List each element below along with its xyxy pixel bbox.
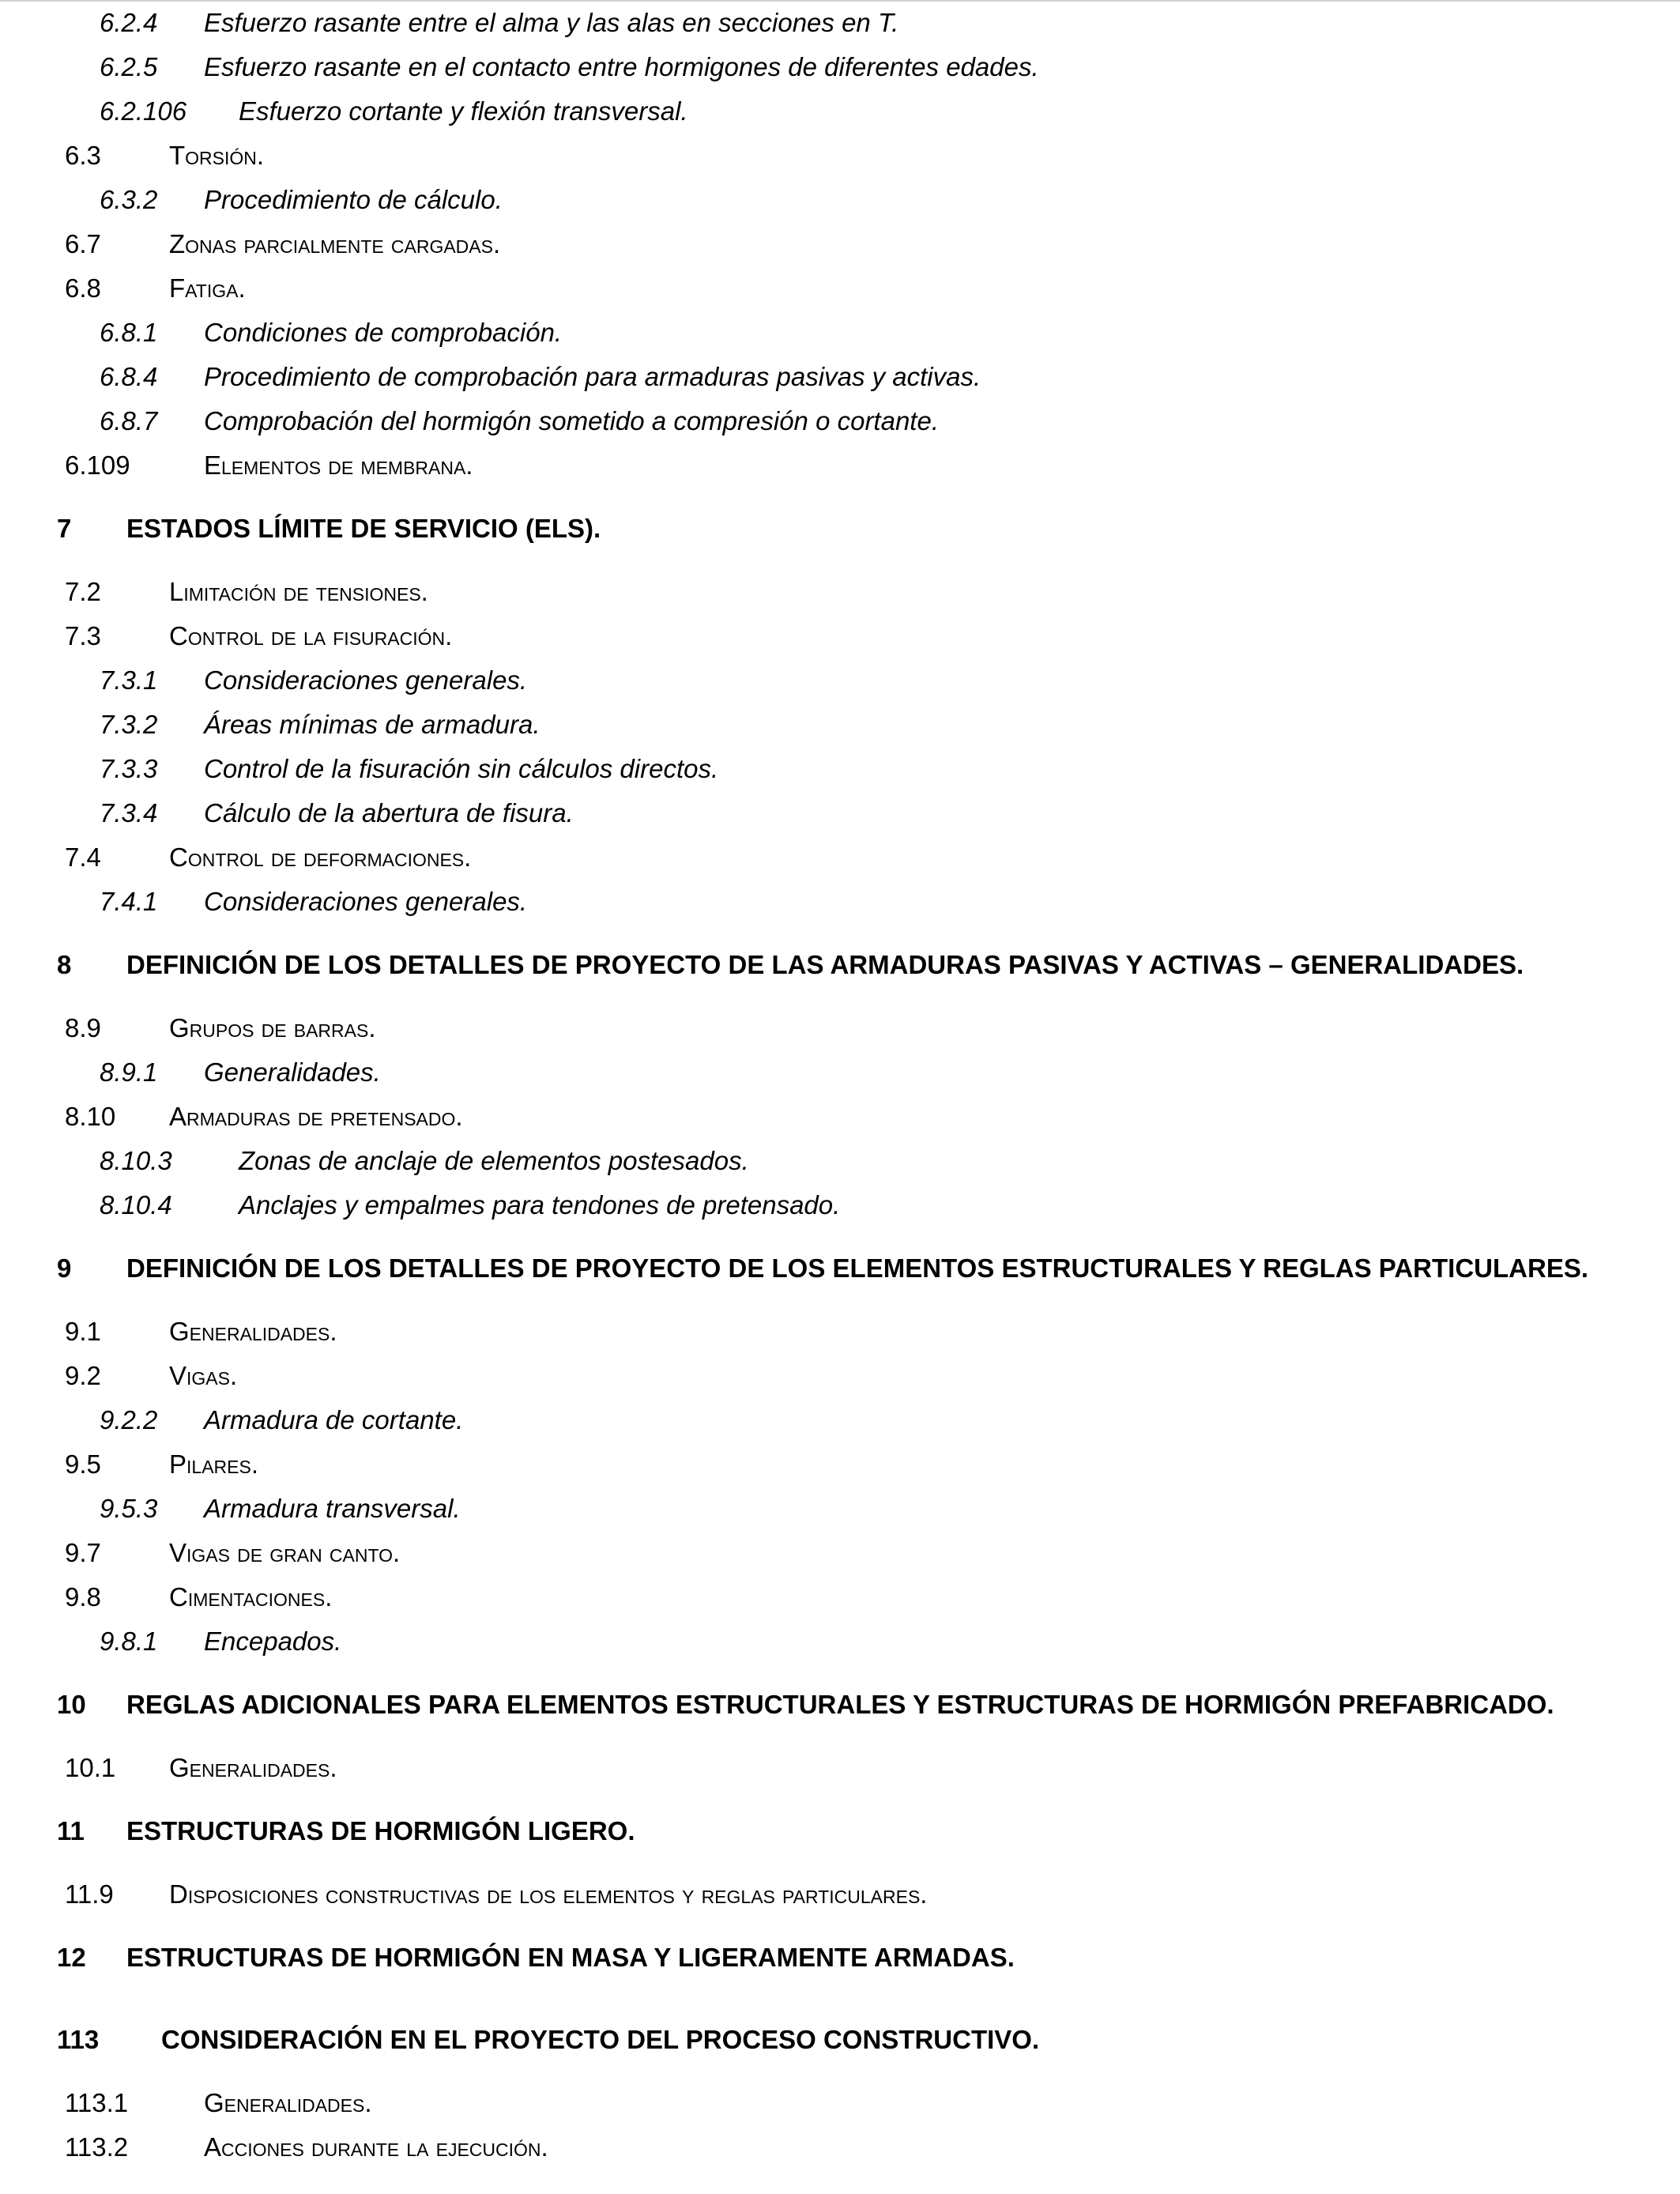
toc-entry-number: 6.2.5: [100, 52, 158, 81]
toc-entry-title: Vigas.: [169, 1361, 238, 1390]
toc-entry-title: Control de la fisuración.: [169, 621, 453, 650]
toc-entry-title: Áreas mínimas de armadura.: [204, 710, 541, 739]
toc-entry-title: Generalidades.: [204, 1057, 381, 1087]
toc-entry-number: 7.3: [65, 621, 101, 650]
toc-entry-title: Limitación de tensiones.: [169, 577, 428, 606]
toc-entry-title: Consideraciones generales.: [204, 665, 528, 695]
toc-entry-number: 12: [57, 1943, 86, 1972]
toc-entry-title: ESTRUCTURAS DE HORMIGÓN EN MASA Y LIGERAMENTE ARMADAS.: [126, 1943, 1015, 1972]
toc-entry-number: 6.3.2: [100, 185, 158, 214]
toc-entry-number: 8: [57, 950, 72, 979]
toc-entry-title: Cálculo de la abertura de fisura.: [204, 798, 574, 827]
toc-entry-title: Zonas de anclaje de elementos postesados.: [239, 1146, 749, 1175]
toc-entry-number: 6.8.7: [100, 406, 158, 435]
toc-entry-number: 113.1: [65, 2088, 129, 2117]
toc-entry-title: Procedimiento de cálculo.: [204, 185, 503, 214]
toc-entry-number: 6.2.4: [100, 8, 158, 37]
toc-entry-number: 6.8: [65, 273, 101, 303]
toc-entry-number: 9: [57, 1253, 72, 1283]
toc-entry-title: Esfuerzo rasante en el contacto entre hormigones de diferentes edades.: [204, 52, 1039, 81]
toc-entry-title: Generalidades.: [169, 1317, 337, 1346]
toc-entry-title: Torsión.: [169, 141, 265, 170]
toc-entry-title: Condiciones de comprobación.: [204, 318, 563, 347]
toc-entry-number: 6.109: [65, 450, 130, 480]
toc-entry-title: Procedimiento de comprobación para armaduras pasivas y activas.: [204, 362, 981, 391]
toc-entry-number: 9.5.3: [100, 1494, 158, 1523]
toc-entry-title: Elementos de membrana.: [204, 450, 473, 480]
toc-entry-title: Armadura transversal.: [204, 1494, 461, 1523]
toc-entry-number: 9.8: [65, 1582, 101, 1612]
toc-entry-title: CONSIDERACIÓN EN EL PROYECTO DEL PROCESO CONSTRUCTIVO.: [161, 2025, 1040, 2054]
toc-entry-number: 7.3.4: [100, 798, 158, 827]
toc-entry-number: 6.8.1: [100, 318, 158, 347]
toc-entry-number: 7.4.1: [100, 887, 158, 916]
toc-entry-title: DEFINICIÓN DE LOS DETALLES DE PROYECTO DE LAS ARMADURAS PASIVAS Y ACTIVAS – GENERALIDADES.: [126, 950, 1524, 979]
toc-entry-number: 7.3.2: [100, 710, 158, 739]
toc-entry-number: 7.4: [65, 843, 101, 872]
toc-entry-number: 7.3.3: [100, 754, 158, 783]
toc-entry-number: 6.2.106: [100, 96, 187, 126]
toc-entry-number: 8.10.3: [100, 1146, 172, 1175]
toc-entry-number: 9.8.1: [100, 1627, 158, 1656]
toc-entry-title: Control de deformaciones.: [169, 843, 472, 872]
toc-entry-title: Pilares.: [169, 1449, 258, 1479]
toc-entry-title: Generalidades.: [169, 1753, 337, 1782]
toc-entry-title: Disposiciones constructivas de los elementos y reglas particulares.: [169, 1879, 928, 1909]
toc-entry-title: Esfuerzo rasante entre el alma y las alas en secciones en T.: [204, 8, 899, 37]
toc-entry-number: 10: [57, 1690, 86, 1719]
toc-entry-title: Generalidades.: [204, 2088, 372, 2117]
toc-entry-title: Acciones durante la ejecución.: [204, 2132, 548, 2162]
toc-entry-number: 11: [57, 1816, 85, 1845]
toc-entry-title: REGLAS ADICIONALES PARA ELEMENTOS ESTRUCTURALES Y ESTRUCTURAS DE HORMIGÓN PREFABRICADO.: [126, 1690, 1554, 1719]
toc-entry-number: 113.2: [65, 2132, 129, 2162]
toc-entry-number: 6.7: [65, 229, 101, 258]
toc-entry-number: 6.3: [65, 141, 101, 170]
toc-entry-title: Armadura de cortante.: [204, 1405, 464, 1434]
toc-entry-number: 7.3.1: [100, 665, 158, 695]
toc-entry-number: 9.2: [65, 1361, 101, 1390]
toc-entry-title: Cimentaciones.: [169, 1582, 333, 1612]
toc-entry-number: 9.2.2: [100, 1405, 158, 1434]
toc-entry-title: ESTRUCTURAS DE HORMIGÓN LIGERO.: [126, 1816, 635, 1845]
toc-entry-title: Anclajes y empalmes para tendones de pretensado.: [239, 1190, 841, 1220]
toc-entry-title: Fatiga.: [169, 273, 246, 303]
toc-entry-number: 113: [57, 2025, 100, 2054]
toc-entry-number: 11.9: [65, 1879, 114, 1909]
toc-entry-number: 7: [57, 514, 72, 543]
toc-entry-number: 10.1: [65, 1753, 116, 1782]
toc-entry-number: 8.10: [65, 1102, 116, 1131]
toc-entry-title: Esfuerzo cortante y flexión transversal.: [239, 96, 688, 126]
toc-entry-number: 9.5: [65, 1449, 101, 1479]
toc-entry-title: Encepados.: [204, 1627, 342, 1656]
toc-entry-number: 8.10.4: [100, 1190, 172, 1220]
toc-entry-title: ESTADOS LÍMITE DE SERVICIO (ELS).: [126, 514, 601, 543]
toc-entry-title: Comprobación del hormigón sometido a compresión o cortante.: [204, 406, 939, 435]
toc-entry-title: Vigas de gran canto.: [169, 1538, 401, 1567]
toc-entry-title: Armaduras de pretensado.: [169, 1102, 463, 1131]
toc-entry-number: 6.8.4: [100, 362, 158, 391]
toc-entry-number: 8.9.1: [100, 1057, 158, 1087]
toc-entry-number: 9.1: [65, 1317, 101, 1346]
toc-entry-number: 8.9: [65, 1013, 101, 1042]
toc-entry-title: Control de la fisuración sin cálculos directos.: [204, 754, 719, 783]
toc-entry-number: 7.2: [65, 577, 101, 606]
toc-entry-title: Zonas parcialmente cargadas.: [169, 229, 501, 258]
toc-entry-title: DEFINICIÓN DE LOS DETALLES DE PROYECTO DE LOS ELEMENTOS ESTRUCTURALES Y REGLAS PARTICULARES.: [126, 1253, 1589, 1283]
toc-entry-title: Consideraciones generales.: [204, 887, 528, 916]
toc-entry-title: Grupos de barras.: [169, 1013, 376, 1042]
toc-entry-number: 9.7: [65, 1538, 101, 1567]
